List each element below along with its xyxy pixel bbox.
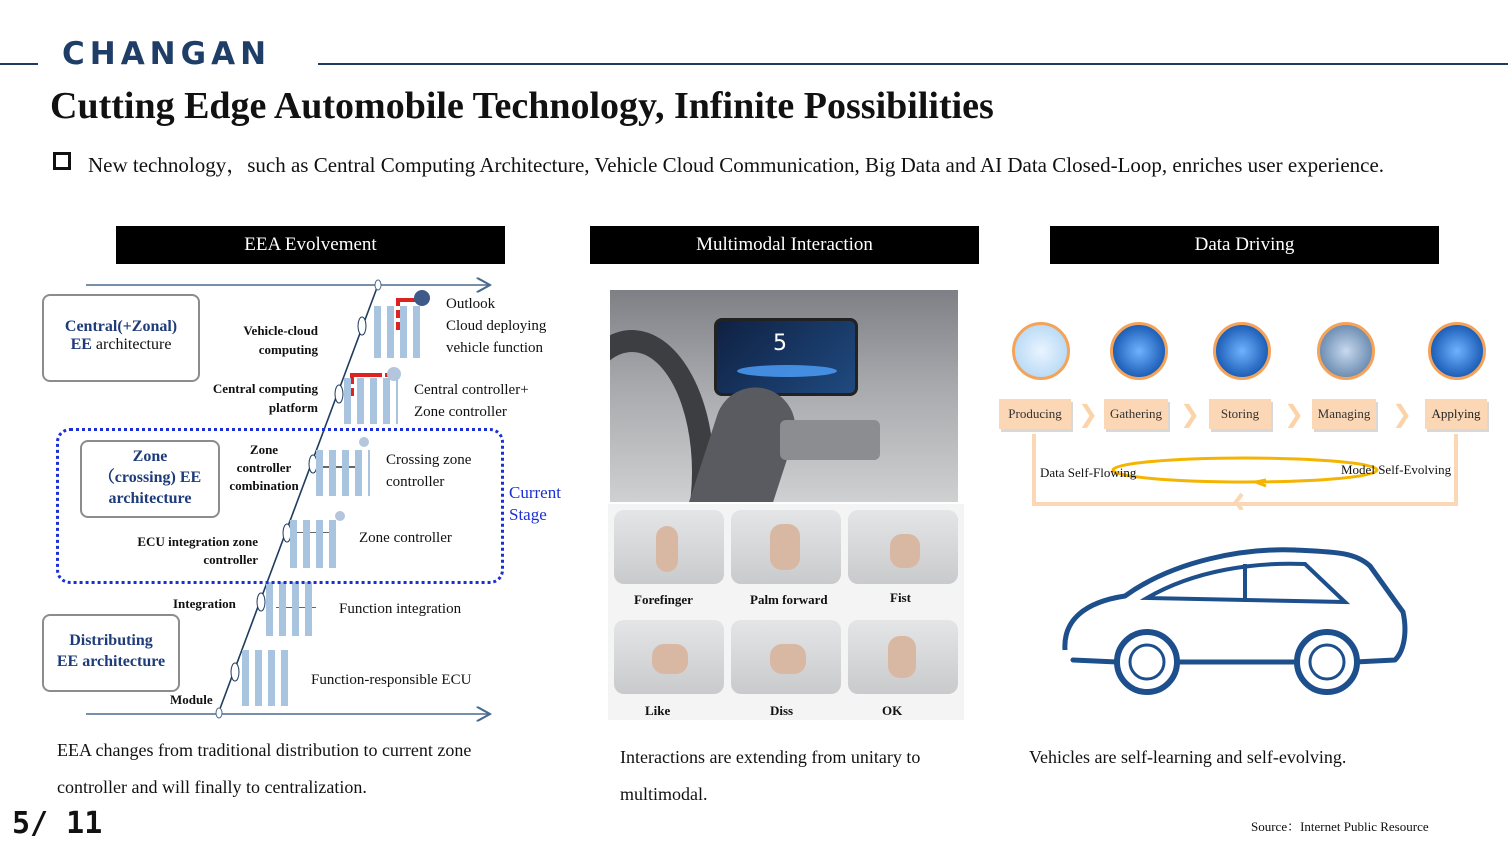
stage-central-ee: EE: [70, 336, 92, 353]
label-central-2: platform: [268, 400, 318, 415]
stage-zone-box: [80, 440, 220, 518]
label-zone-combination: [222, 441, 306, 495]
step-applying: Applying: [1425, 399, 1487, 429]
gesture-label-palm: Palm forward: [750, 592, 828, 607]
label-vehicle-cloud: [220, 321, 318, 359]
center-console: [780, 420, 880, 460]
changan-logo: CHANGAN: [62, 36, 272, 72]
loop-label-data: Data Self-Flowing: [1040, 465, 1137, 480]
multimodal-caption-2: multimodal.: [620, 784, 708, 804]
label-central-zone-group: [414, 379, 529, 423]
applying-circle-icon: [1428, 322, 1486, 380]
chevron-right-icon-3: ❯: [1284, 400, 1305, 428]
car-outline-icon: [1055, 540, 1415, 710]
stage-dist-box: [42, 614, 180, 692]
stage-central-line1: Central(+Zonal): [64, 318, 178, 335]
label-zonecomb-2: controller: [236, 460, 292, 475]
forefinger-hand-icon: [656, 526, 678, 572]
ok-hand-icon: [888, 636, 916, 678]
label-vehicle-cloud-2: computing: [258, 342, 318, 357]
ecu-blocks-integration: [266, 582, 318, 636]
banner-multimodal: Multimodal Interaction: [590, 226, 979, 264]
ecu-blocks-module: [242, 650, 294, 706]
header-rule-left: [0, 63, 38, 65]
label-ecu-2: controller: [203, 552, 258, 567]
chevron-right-icon-1: ❯: [1078, 400, 1099, 428]
banner-data-driving: Data Driving: [1050, 226, 1439, 264]
diss-hand-icon: [770, 644, 806, 674]
screen-number: 5: [773, 331, 787, 356]
label-outlook-group: [446, 293, 546, 359]
chevron-right-icon-4: ❯: [1392, 400, 1413, 428]
stage-zone-line2: （crossing) EE: [98, 469, 202, 486]
label-central-controller: Central controller+: [414, 382, 529, 398]
fist-hand-icon: [890, 534, 920, 568]
data-caption: Vehicles are self-learning and self-evolving.: [1029, 747, 1347, 767]
gathering-circle-icon: [1110, 322, 1168, 380]
label-cloud-2: vehicle function: [446, 340, 544, 356]
chevron-right-icon-2: ❯: [1180, 400, 1201, 428]
producing-circle-icon: [1012, 322, 1070, 380]
gesture-label-like: Like: [645, 703, 671, 718]
label-zone-controller: Zone controller: [359, 530, 452, 546]
label-outlook: Outlook: [446, 296, 496, 312]
page-number: 5/ 11: [12, 806, 103, 841]
car-interior-photo: [610, 290, 958, 502]
step-storing: Storing: [1209, 399, 1271, 429]
page-title: Cutting Edge Automobile Technology, Infinite Possibilities: [50, 85, 994, 127]
stage-dist-line1: Distributing: [69, 632, 153, 649]
label-zonecomb-1: Zone: [249, 442, 279, 457]
label-module: Module: [170, 692, 213, 707]
gesture-label-fist: Fist: [890, 590, 911, 605]
like-hand-icon: [652, 644, 688, 674]
label-cloud-1: Cloud deploying: [446, 318, 547, 334]
header-rule-right: [318, 63, 1508, 65]
stage-central-box: [42, 294, 200, 382]
label-function-integration: Function integration: [339, 601, 462, 617]
multimodal-caption: [620, 739, 980, 813]
storing-circle-icon: [1213, 322, 1271, 380]
stage-zone-line3: architecture: [108, 490, 192, 507]
managing-circle-icon: [1317, 322, 1375, 380]
label-crossing-1: Crossing zone: [386, 452, 472, 468]
gesture-label-ok: OK: [882, 703, 903, 718]
label-function-ecu: Function-responsible ECU: [311, 672, 472, 688]
label-ecu-integration: [100, 533, 258, 569]
label-zone-controller-a: Zone controller: [414, 404, 507, 420]
stage-dist-line2: EE architecture: [56, 653, 166, 670]
banner-eea: EEA Evolvement: [116, 226, 505, 264]
label-ecu-1: ECU integration zone: [137, 534, 258, 549]
ecu-blocks-cloud: [374, 306, 424, 358]
current-stage-line1: Current: [509, 483, 561, 502]
label-central-platform: [180, 379, 318, 417]
source-note: Source：Internet Public Resource: [1251, 819, 1429, 834]
eea-caption-1: EEA changes from traditional distribution to current zone: [57, 740, 472, 760]
ecu-blocks-central: [344, 378, 398, 424]
stage-central-rest: architecture: [91, 336, 172, 353]
eea-caption-2: controller and will finally to centralization.: [57, 777, 367, 797]
step-gathering: Gathering: [1104, 399, 1168, 429]
screen-wave: [737, 365, 837, 377]
step-managing: Managing: [1312, 399, 1376, 429]
current-stage-label: [509, 482, 561, 526]
label-integration: Integration: [173, 596, 236, 611]
label-zonecomb-3: combination: [229, 478, 299, 493]
dashboard-screen: [714, 318, 858, 396]
current-stage-line2: Stage: [509, 505, 547, 524]
loop-label-model: Model Self-Evolving: [1341, 462, 1452, 477]
step-producing: Producing: [999, 399, 1071, 429]
label-crossing-group: [386, 449, 471, 493]
label-crossing-2: controller: [386, 474, 445, 490]
intro-text: New technology，such as Central Computing Architecture, Vehicle Cloud Communication, Big Data and AI Data Closed-Loop, enriches user experience.: [88, 153, 1385, 177]
palm-hand-icon: [770, 524, 800, 570]
multimodal-caption-1: Interactions are extending from unitary to: [620, 747, 921, 767]
gesture-label-diss: Diss: [770, 703, 794, 718]
eea-caption: [57, 732, 537, 806]
label-central-1: Central computing: [212, 381, 318, 396]
stage-zone-line1: Zone: [132, 448, 168, 465]
square-bullet-icon: [53, 152, 71, 170]
gesture-label-forefinger: Forefinger: [634, 592, 693, 607]
label-vehicle-cloud-1: Vehicle-cloud: [243, 323, 318, 338]
